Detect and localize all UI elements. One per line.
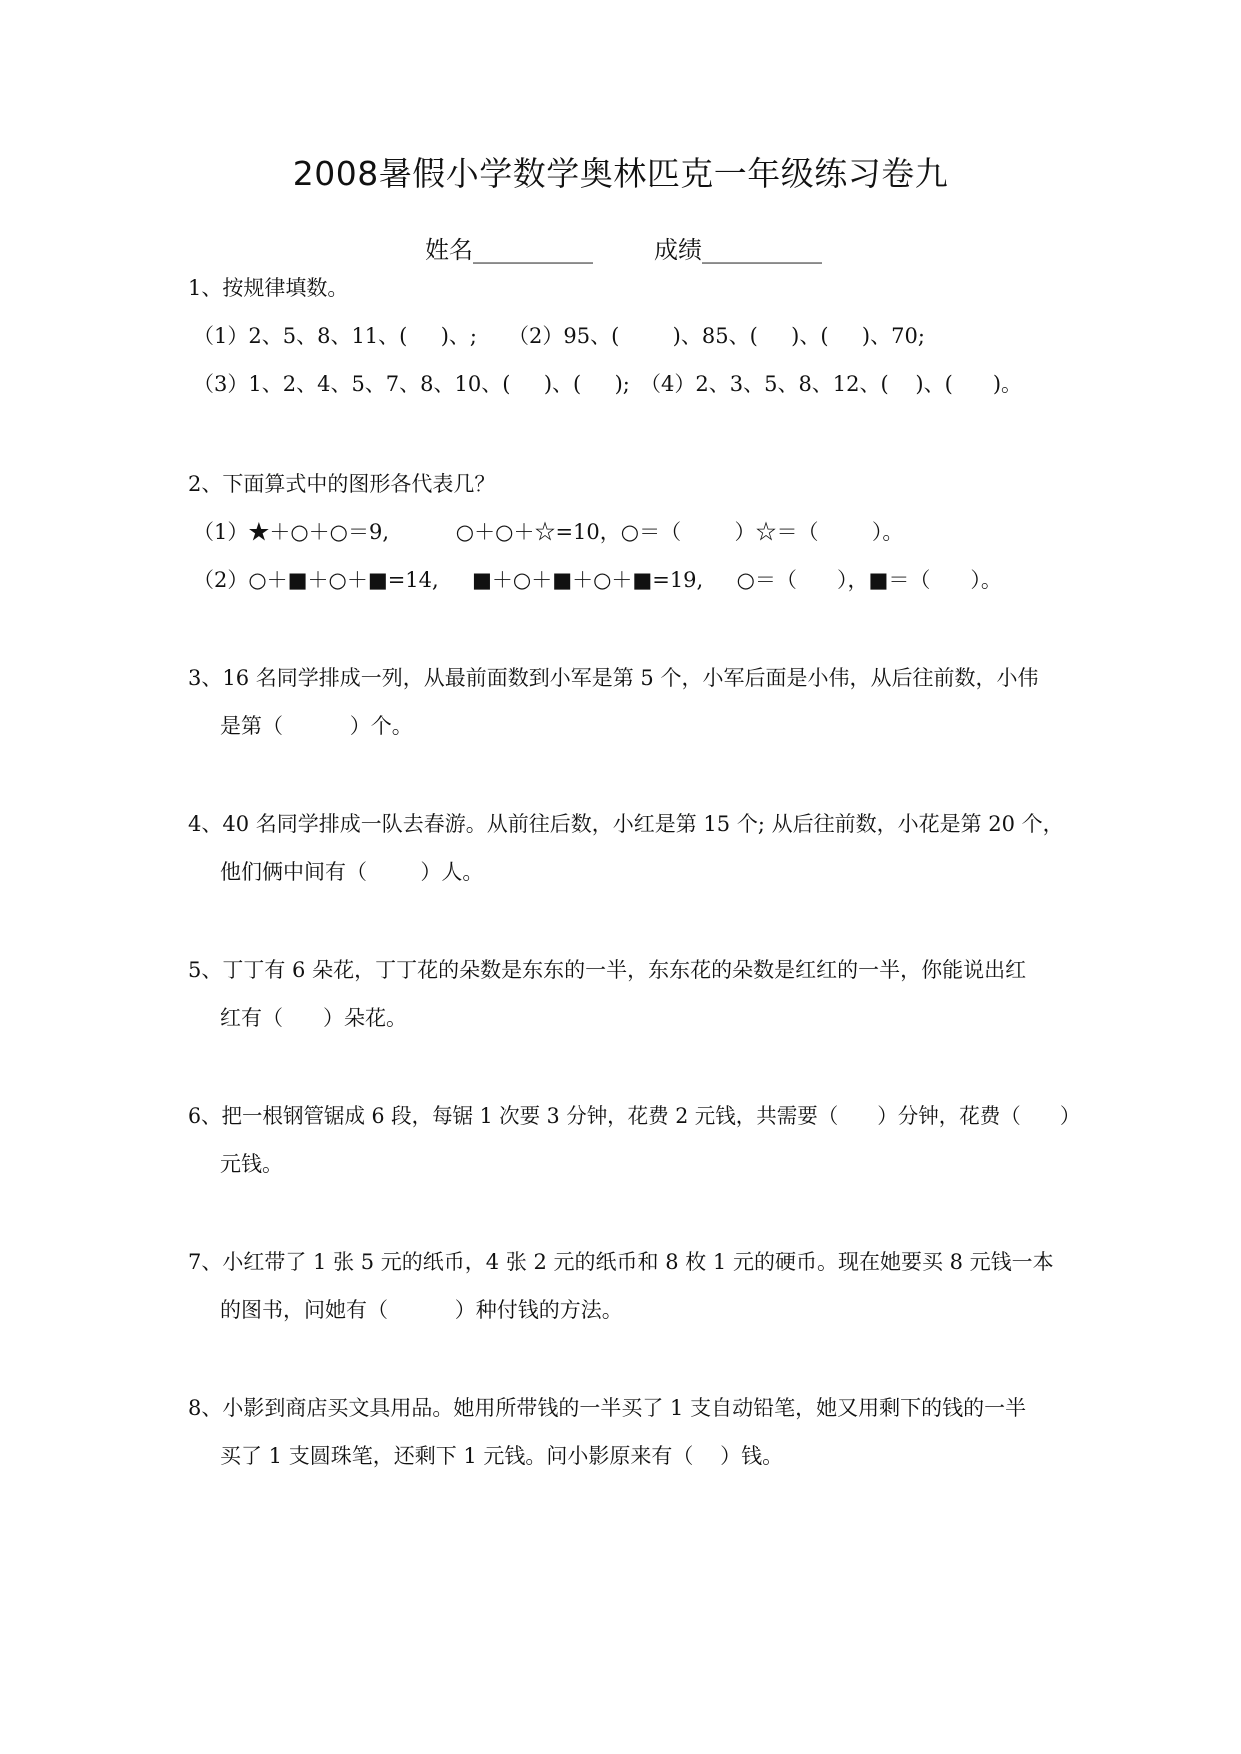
question-1-part-4: （4）2、3、5、8、12、( )、( )。 <box>640 372 1023 396</box>
question-8-line-2: 买了 1 支圆珠笔，还剩下 1 元钱。问小影原来有（ ）钱。 <box>220 1444 784 1468</box>
question-6-line-1: 6、把一根钢管锯成 6 段，每锯 1 次要 3 分钟，花费 2 元钱，共需要（ ）分钟，花费（ ） <box>188 1104 1081 1128</box>
question-1-part-1: （1）2、5、8、11、( )、; <box>193 324 478 348</box>
question-2-part-1: （1）★＋○＋○＝9, ○＋○＋☆=10，○＝（ ）☆＝（ ）。 <box>193 520 904 544</box>
question-1-part-2: （2）95、( )、85、( )、( )、70; <box>508 324 925 348</box>
name-score-line: 姓名__________ 成绩__________ <box>425 236 823 264</box>
question-1-stem: 1、按规律填数。 <box>188 276 349 300</box>
question-5-line-1: 5、丁丁有 6 朵花，丁丁花的朵数是东东的一半，东东花的朵数是红红的一半，你能说出红 <box>188 958 1027 982</box>
page-title: 2008暑假小学数学奥林匹克一年级练习卷九 <box>292 154 949 193</box>
question-2-part-2: （2）○＋■＋○＋■=14, ■＋○＋■＋○＋■=19, ○＝（ ），■＝（ ）。 <box>193 568 1002 592</box>
question-4-line-2: 他们俩中间有（ ）人。 <box>220 860 484 884</box>
question-3-line-1: 3、16 名同学排成一列，从最前面数到小军是第 5 个，小军后面是小伟，从后往前数，小伟 <box>188 666 1039 690</box>
question-3-line-2: 是第（ ）个。 <box>220 714 413 738</box>
question-6-line-2: 元钱。 <box>220 1152 283 1176</box>
question-1-part-3: （3）1、2、4、5、7、8、10、( )、( ); <box>193 372 630 396</box>
question-2-stem: 2、下面算式中的图形各代表几？ <box>188 472 496 496</box>
question-7-line-1: 7、小红带了 1 张 5 元的纸币，4 张 2 元的纸币和 8 枚 1 元的硬币。现在她要买 8 元钱一本 <box>188 1250 1054 1274</box>
question-5-line-2: 红有（ ）朵花。 <box>220 1006 408 1030</box>
question-7-line-2: 的图书，问她有（ ）种付钱的方法。 <box>220 1298 623 1322</box>
question-8-line-1: 8、小影到商店买文具用品。她用所带钱的一半买了 1 支自动铅笔，她又用剩下的钱的一半 <box>188 1396 1027 1420</box>
question-4-line-1: 4、40 名同学排成一队去春游。从前往后数，小红是第 15 个; 从后往前数，小花是第 20 个， <box>188 812 1064 836</box>
